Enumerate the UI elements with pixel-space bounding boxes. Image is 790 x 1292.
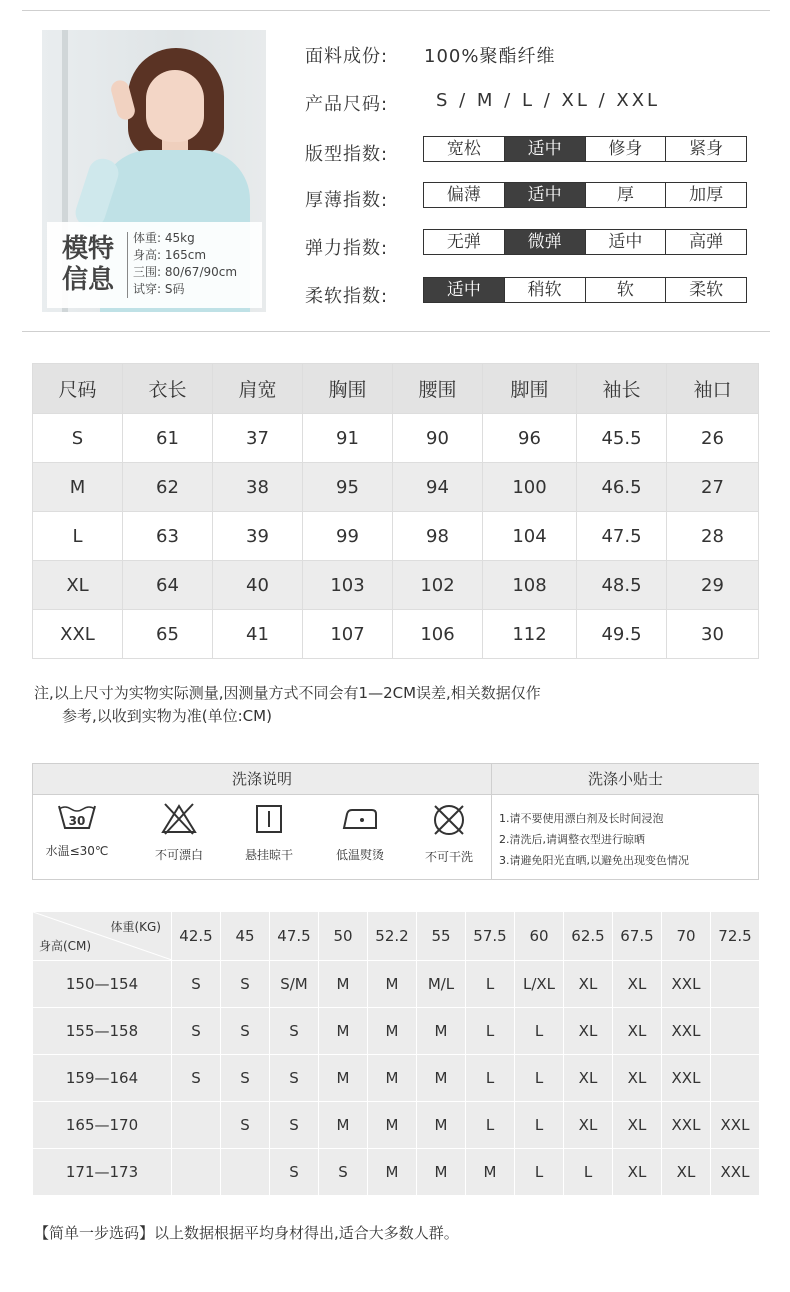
recommend-header-row [33, 912, 760, 961]
recommended-size-cell: L [564, 1149, 613, 1196]
header-cell: 腰围 [393, 364, 483, 414]
size-cell: 103 [303, 561, 393, 610]
size-cell: 95 [303, 463, 393, 512]
thickness-index-label: 厚薄指数: [305, 190, 389, 211]
recommended-size-cell: S [270, 1149, 319, 1196]
size-cell: 106 [393, 610, 483, 659]
recommended-size-cell: XXL [662, 1008, 711, 1055]
size-cell: 39 [213, 512, 303, 561]
size-row [33, 561, 759, 610]
recommended-size-cell: S [172, 1055, 221, 1102]
care-item [405, 802, 493, 865]
recommended-size-cell [711, 1008, 760, 1055]
scale-option: 无弹 [446, 232, 481, 252]
size-cell: S [33, 414, 123, 463]
scale-option: 紧身 [665, 137, 746, 161]
size-cell: 37 [213, 414, 303, 463]
recommended-size-cell: S [172, 961, 221, 1008]
softness-index-scale [423, 277, 747, 303]
size-cell: XXL [33, 610, 123, 659]
recommended-size-cell: XXL [662, 1102, 711, 1149]
care-label: 不可漂白 [154, 848, 203, 862]
model-trial-size: 试穿: S码 [133, 282, 185, 296]
recommended-size-cell: L [466, 1102, 515, 1149]
recommended-size-cell: XL [564, 1102, 613, 1149]
size-cell: 46.5 [577, 463, 667, 512]
weight-header-cell: 72.5 [711, 912, 760, 961]
weight-header-cell: 67.5 [613, 912, 662, 961]
header-cell: 脚围 [483, 364, 577, 414]
recommended-size-cell: L [515, 1102, 564, 1149]
size-cell: 40 [213, 561, 303, 610]
svg-text:30: 30 [68, 814, 86, 828]
size-cell: 91 [303, 414, 393, 463]
height-range-cell: 150—154 [33, 961, 172, 1008]
scale-option: 厚 [585, 183, 666, 207]
size-cell: 102 [393, 561, 483, 610]
scale-option-selected: 微弹 [504, 230, 585, 254]
model-info-card [47, 222, 262, 308]
recommended-size-cell: L [466, 1055, 515, 1102]
size-cell: 38 [213, 463, 303, 512]
softness-index-label: 柔软指数: [305, 286, 389, 307]
recommended-size-cell: L [515, 1149, 564, 1196]
size-cell: 90 [393, 414, 483, 463]
size-cell: M [33, 463, 123, 512]
recommended-size-cell: L/XL [515, 961, 564, 1008]
recommended-size-cell: XL [613, 1055, 662, 1102]
care-tip: 3.请避免阳光直晒,以避免出现变色情况 [499, 854, 689, 867]
recommended-size-cell: M [368, 1055, 417, 1102]
care-item [135, 802, 223, 863]
size-cell: 45.5 [577, 414, 667, 463]
recommended-size-cell [221, 1149, 270, 1196]
recommended-size-cell: S [221, 1008, 270, 1055]
scale-option: 稍软 [504, 278, 585, 302]
size-cell: 94 [393, 463, 483, 512]
recommended-size-cell: XXL [711, 1102, 760, 1149]
care-item [33, 802, 121, 859]
scale-option: 修身 [585, 137, 666, 161]
recommended-size-cell: XL [613, 1008, 662, 1055]
weight-header-cell: 50 [319, 912, 368, 961]
recommended-size-cell: M [417, 1055, 466, 1102]
section-divider [22, 331, 770, 332]
weight-header-cell: 45 [221, 912, 270, 961]
size-cell: XL [33, 561, 123, 610]
recommended-size-cell [711, 1055, 760, 1102]
model-info-title: 模特 信息 [61, 234, 114, 295]
low-iron-icon [340, 802, 380, 836]
header-cell: 胸围 [303, 364, 393, 414]
size-row [33, 463, 759, 512]
footer-note: 【简单一步选码】以上数据根据平均身材得出,适合大多数人群。 [34, 1224, 459, 1242]
scale-option-selected: 适中 [504, 137, 585, 161]
recommended-size-cell: S [221, 1055, 270, 1102]
recommended-size-cell: L [466, 1008, 515, 1055]
recommend-row [33, 1102, 760, 1149]
recommended-size-cell: M [368, 1149, 417, 1196]
recommended-size-cell: M [466, 1149, 515, 1196]
height-axis-label: 身高(CM) [39, 939, 92, 953]
height-range-cell: 155—158 [33, 1008, 172, 1055]
scale-option: 加厚 [665, 183, 746, 207]
weight-header-cell: 62.5 [564, 912, 613, 961]
thickness-index-scale [423, 182, 747, 208]
size-cell: 30 [667, 610, 759, 659]
no-dry-clean-icon [429, 802, 469, 838]
recommended-size-cell: S/M [270, 961, 319, 1008]
header-cell: 尺码 [33, 364, 123, 414]
height-range-cell: 171—173 [33, 1149, 172, 1196]
size-cell: 61 [123, 414, 213, 463]
size-chart-table [32, 363, 759, 659]
recommended-size-cell: M [319, 961, 368, 1008]
recommended-size-cell: M [368, 1008, 417, 1055]
recommended-size-cell: L [515, 1055, 564, 1102]
recommended-size-cell: L [466, 961, 515, 1008]
recommend-row [33, 1149, 760, 1196]
scale-option-selected: 适中 [504, 183, 585, 207]
height-range-cell: 165—170 [33, 1102, 172, 1149]
recommended-size-cell: M [417, 1102, 466, 1149]
recommended-size-cell: M [368, 961, 417, 1008]
care-item [316, 802, 404, 863]
care-instructions [32, 763, 759, 880]
fabric-value: 100%聚酯纤维 [424, 46, 556, 67]
scale-option: 宽松 [446, 139, 481, 159]
care-item [225, 802, 313, 863]
weight-header-cell: 55 [417, 912, 466, 961]
recommend-row [33, 1008, 760, 1055]
care-tips-list [499, 808, 689, 871]
care-title: 洗涤说明 [33, 764, 491, 795]
recommend-row [33, 1055, 760, 1102]
top-divider [22, 10, 770, 11]
recommended-size-cell [172, 1102, 221, 1149]
scale-option-selected: 适中 [424, 278, 504, 302]
recommended-size-cell: M [417, 1008, 466, 1055]
recommended-size-cell: XXL [662, 1055, 711, 1102]
model-height: 身高: 165cm [133, 248, 207, 262]
weight-header-cell: 57.5 [466, 912, 515, 961]
recommended-size-cell: M [417, 1149, 466, 1196]
recommended-size-cell: M [319, 1055, 368, 1102]
recommended-size-cell: XL [564, 1055, 613, 1102]
hang-dry-icon [249, 802, 289, 836]
measurement-note: 注,以上尺寸为实物实际测量,因测量方式不同会有1—2CM误差,相关数据仅作 参考,以收到实物为准(单位:CM) [34, 684, 541, 725]
no-bleach-icon [159, 802, 199, 836]
recommended-size-cell: S [270, 1008, 319, 1055]
size-cell: 28 [667, 512, 759, 561]
model-measurements: 三围: 80/67/90cm [133, 265, 238, 279]
model-weight: 体重: 45kg [133, 231, 195, 245]
scale-option: 高弹 [665, 230, 746, 254]
recommended-size-cell: XXL [711, 1149, 760, 1196]
recommended-size-cell: XL [564, 961, 613, 1008]
size-cell: 65 [123, 610, 213, 659]
weight-header-cell: 52.2 [368, 912, 417, 961]
care-tip: 2.清洗后,请调整衣型进行晾晒 [499, 833, 645, 846]
size-cell: 112 [483, 610, 577, 659]
size-row [33, 512, 759, 561]
size-cell: 41 [213, 610, 303, 659]
recommended-size-cell [711, 961, 760, 1008]
elasticity-index-label: 弹力指数: [305, 238, 389, 259]
size-cell: 47.5 [577, 512, 667, 561]
care-tips-title: 洗涤小贴士 [491, 764, 759, 795]
size-cell: 108 [483, 561, 577, 610]
size-cell: 107 [303, 610, 393, 659]
height-range-cell: 159—164 [33, 1055, 172, 1102]
recommended-size-cell: M [368, 1102, 417, 1149]
recommended-size-cell [172, 1149, 221, 1196]
care-label: 悬挂晾干 [244, 848, 293, 862]
recommend-row [33, 961, 760, 1008]
recommended-size-cell: S [270, 1102, 319, 1149]
size-cell: L [33, 512, 123, 561]
size-row [33, 610, 759, 659]
recommended-size-cell: S [221, 961, 270, 1008]
scale-option: 柔软 [665, 278, 746, 302]
weight-header-cell: 47.5 [270, 912, 319, 961]
fabric-label: 面料成份: [305, 46, 389, 67]
recommended-size-cell: XL [662, 1149, 711, 1196]
header-cell: 肩宽 [213, 364, 303, 414]
recommended-size-cell: M [319, 1102, 368, 1149]
size-cell: 48.5 [577, 561, 667, 610]
size-cell: 29 [667, 561, 759, 610]
size-cell: 96 [483, 414, 577, 463]
sizes-label: 产品尺码: [305, 94, 389, 115]
size-cell: 98 [393, 512, 483, 561]
size-cell: 100 [483, 463, 577, 512]
header-cell: 袖口 [667, 364, 759, 414]
scale-option: 适中 [585, 230, 666, 254]
wash-30-icon [57, 802, 97, 832]
recommended-size-cell: XL [613, 1102, 662, 1149]
recommended-size-cell: XL [613, 961, 662, 1008]
care-tip: 1.请不要使用漂白剂及长时间浸泡 [499, 812, 664, 825]
weight-header-cell: 70 [662, 912, 711, 961]
elasticity-index-scale [423, 229, 747, 255]
size-cell: 62 [123, 463, 213, 512]
sizes-value: S / M / L / XL / XXL [436, 90, 661, 111]
scale-option: 软 [585, 278, 666, 302]
recommended-size-cell: S [270, 1055, 319, 1102]
recommended-size-cell: XL [564, 1008, 613, 1055]
weight-header-cell: 60 [515, 912, 564, 961]
size-cell: 27 [667, 463, 759, 512]
recommended-size-cell: S [319, 1149, 368, 1196]
scale-option: 偏薄 [446, 185, 481, 205]
size-row [33, 414, 759, 463]
size-cell: 104 [483, 512, 577, 561]
size-cell: 26 [667, 414, 759, 463]
size-cell: 49.5 [577, 610, 667, 659]
size-recommendation-table [32, 911, 760, 1196]
weight-header-cell: 42.5 [172, 912, 221, 961]
recommended-size-cell: M [319, 1008, 368, 1055]
size-cell: 99 [303, 512, 393, 561]
recommended-size-cell: S [172, 1008, 221, 1055]
care-label: 低温熨烫 [335, 848, 384, 862]
header-cell: 衣长 [123, 364, 213, 414]
size-cell: 64 [123, 561, 213, 610]
size-cell: 63 [123, 512, 213, 561]
axis-corner-cell [33, 912, 172, 961]
recommended-size-cell: M/L [417, 961, 466, 1008]
size-chart-header [33, 364, 759, 414]
fit-index-scale [423, 136, 747, 162]
recommended-size-cell: XL [613, 1149, 662, 1196]
recommended-size-cell: L [515, 1008, 564, 1055]
recommended-size-cell: S [221, 1102, 270, 1149]
care-label: 不可干洗 [424, 850, 473, 864]
fit-index-label: 版型指数: [305, 144, 389, 165]
weight-axis-label: 体重(KG) [110, 920, 161, 934]
recommended-size-cell: XXL [662, 961, 711, 1008]
care-label: 水温≤30℃ [45, 844, 109, 858]
header-cell: 袖长 [577, 364, 667, 414]
